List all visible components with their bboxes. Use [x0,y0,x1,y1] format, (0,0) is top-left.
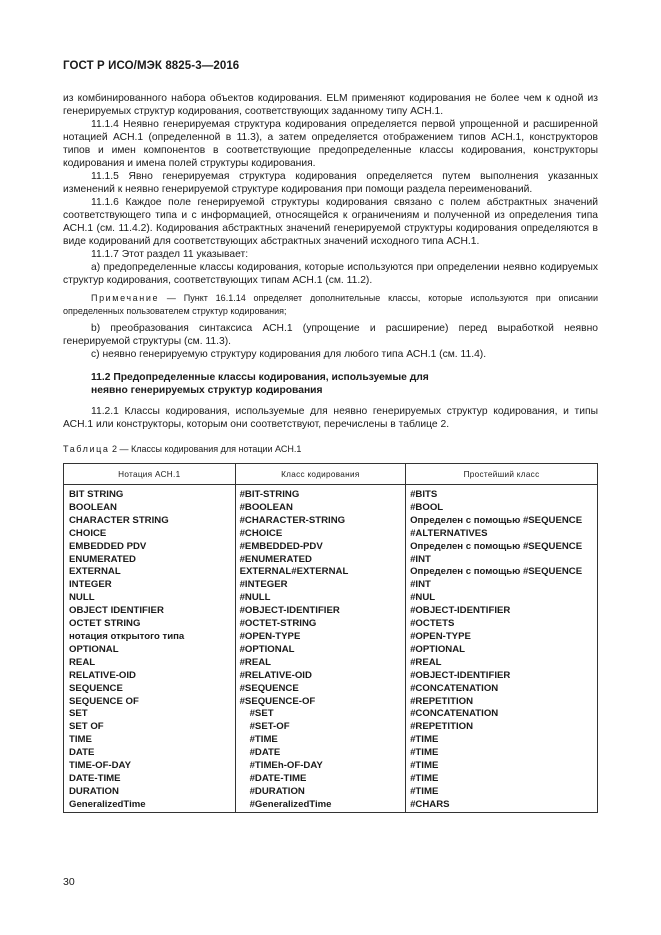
cell-text: BOOLEAN [69,501,117,513]
cell-text: SEQUENCE [69,682,123,694]
cell-text: #EMBEDDED-PDV [239,540,323,552]
cell-text: #REAL [239,656,272,668]
table-row [64,618,598,631]
encoding-class-cell [235,541,406,554]
cell-text: #CONCATENATION [410,682,499,694]
cell-text: #TIMEh-OF-DAY [249,760,323,772]
encoding-class-cell [235,631,406,644]
cell-text: #INT [410,579,431,591]
cell-text: #DATE [249,747,281,759]
table-row [64,502,598,515]
primitive-class-cell [406,592,598,605]
table-row [64,657,598,670]
table-row [64,566,598,579]
table-row [64,696,598,709]
table-row [64,747,598,760]
cell-text: SET OF [69,721,104,733]
cell-text: GeneralizedTime [69,798,146,810]
primitive-class-cell [406,773,598,786]
paragraph-11-1-4: 11.1.4 Неявно генерируемая структура кодирования определяется первой упрощенной и расширенной нотацией АСН.1 (определенной в 11.3), а затем определяется отображением типов АСН.1, конструкторов типов и имен компонентов в соответствующие предопределенные классы кодирования, конструкторы кодирования и имена полей структуры кодирования. [63,119,598,169]
cell-text: REAL [69,656,96,668]
table-row [64,773,598,786]
cell-text: #ENUMERATED [239,553,312,565]
encoding-class-cell [235,566,406,579]
cell-text: INTEGER [69,579,112,591]
encoding-class-cell [235,773,406,786]
asn1-notation-cell [64,773,236,786]
cell-text: #DATE-TIME [249,772,307,784]
asn1-notation-cell [64,485,236,502]
cell-text: SEQUENCE OF [69,695,139,707]
column-header-encoding-class: Класс кодирования [235,464,406,485]
cell-text: #INT [410,553,431,565]
asn1-notation-cell [64,747,236,760]
encoding-class-cell [235,799,406,812]
asn1-notation-cell [64,799,236,812]
cell-text: DATE [69,747,95,759]
table-row [64,541,598,554]
asn1-notation-cell [64,644,236,657]
asn1-notation-cell [64,592,236,605]
encoding-class-cell [235,485,406,502]
note [63,292,598,317]
cell-text: #CHOICE [239,527,283,539]
cell-text: RELATIVE-OID [69,669,136,681]
encoding-class-cell [235,592,406,605]
column-header-asn1-notation: Нотация АСН.1 [64,464,236,485]
cell-text: #OBJECT-IDENTIFIER [239,605,340,617]
encoding-class-cell [235,618,406,631]
encoding-class-cell [235,515,406,528]
cell-text: #OPTIONAL [239,643,295,655]
cell-text: #OBJECT-IDENTIFIER [410,669,511,681]
section-heading: 11.2 Предопределенные классы кодирования, используемые для неявно генерируемых структур кодирования [91,372,429,396]
primitive-class-cell [406,631,598,644]
table-row [64,631,598,644]
table-caption-text: 2 — Классы кодирования для нотации АСН.1 [109,444,302,454]
cell-text: #OPEN-TYPE [239,630,301,642]
cell-text: #TIME [410,747,439,759]
list-item-b: b) преобразования синтаксиса АСН.1 (упрощение и расширение) перед выработкой неявно генерируемой структуры (см. 11.3). [63,323,598,347]
table-row [64,605,598,618]
primitive-class-cell [406,696,598,709]
primitive-class-cell [406,657,598,670]
cell-text: OPTIONAL [69,643,119,655]
table-row [64,760,598,773]
table-row [64,670,598,683]
table-row [64,579,598,592]
cell-text: BIT STRING [69,489,124,500]
column-header-primitive-class: Простейший класс [406,464,598,485]
cell-text: OCTET STRING [69,618,141,630]
document-header: ГОСТ Р ИСО/МЭК 8825-3—2016 [63,60,240,72]
asn1-notation-cell [64,631,236,644]
asn1-notation-cell [64,618,236,631]
cell-text: #ALTERNATIVES [410,527,488,539]
primitive-class-cell [406,708,598,721]
cell-text: OBJECT IDENTIFIER [69,605,164,617]
primitive-class-cell [406,566,598,579]
cell-text: #CONCATENATION [410,708,499,720]
asn1-notation-cell [64,683,236,696]
cell-text: #BITS [410,489,438,500]
note-label: Примечание [91,293,160,303]
cell-text: EXTERNAL#EXTERNAL [239,566,349,578]
asn1-notation-cell [64,554,236,567]
asn1-notation-cell [64,528,236,541]
encoding-class-cell [235,721,406,734]
cell-text: #SEQUENCE-OF [239,695,316,707]
cell-text: #BOOL [410,501,444,513]
cell-text: #NUL [410,592,436,604]
cell-text: EMBEDDED PDV [69,540,147,552]
encoding-class-cell [235,747,406,760]
cell-text: #TIME [410,760,439,772]
paragraph-11-1-7: 11.1.7 Этот раздел 11 указывает: [91,249,249,260]
cell-text: Определен с помощью #SEQUENCE [410,514,583,526]
asn1-notation-cell [64,566,236,579]
cell-text: CHOICE [69,527,107,539]
asn1-notation-cell [64,760,236,773]
cell-text: нотация открытого типа [69,630,185,642]
cell-text: #SET [249,708,274,720]
note-text: — Пункт 16.1.14 определяет дополнительные классы, которые используются при описании определенных пользователем структур кодирования; [63,293,598,316]
primitive-class-cell [406,799,598,812]
cell-text: #OBJECT-IDENTIFIER [410,605,511,617]
primitive-class-cell [406,515,598,528]
asn1-notation-cell [64,657,236,670]
encoding-class-cell [235,786,406,799]
table-row [64,644,598,657]
primitive-class-cell [406,734,598,747]
cell-text: Определен с помощью #SEQUENCE [410,540,583,552]
primitive-class-cell [406,747,598,760]
cell-text: #GeneralizedTime [249,798,332,810]
cell-text: #CHARS [410,798,450,810]
primitive-class-cell [406,485,598,502]
cell-text: #SEQUENCE [239,682,299,694]
table-row [64,786,598,799]
cell-text: #CHARACTER-STRING [239,514,346,526]
table-row [64,721,598,734]
asn1-notation-cell [64,605,236,618]
cell-text: NULL [69,592,95,604]
paragraph: из комбинированного набора объектов кодирования. ELM применяют кодирования не более чем к одной из генерируемых структур кодирования, соответствующих заданному типу АСН.1. [63,93,598,117]
list-item-c: с) неявно генерируемую структуру кодирования для любого типа АСН.1 (см. 11.4). [91,349,487,360]
asn1-notation-cell [64,708,236,721]
primitive-class-cell [406,579,598,592]
paragraph-11-1-6: 11.1.6 Каждое поле генерируемой структуры кодирования связано с полем абстрактных значений соответствующего типа и с информацией, относящейся к ограничениям и полученной из определения типа АСН.1 (см. 11.4.2). Кодирования абстрактных значений генерируемой структуры кодирования определяются в виде кодирований для соответствующих абстрактных значений исходного типа АСН.1. [63,197,598,247]
cell-text: #RELATIVE-OID [239,669,312,681]
cell-text: #TIME [410,785,439,797]
cell-text: #REPETITION [410,695,473,707]
asn1-notation-cell [64,734,236,747]
encoding-class-cell [235,696,406,709]
cell-text: Определен с помощью #SEQUENCE [410,566,583,578]
table-row [64,734,598,747]
cell-text: #BOOLEAN [239,501,293,513]
encoding-class-cell [235,683,406,696]
table-row [64,554,598,567]
cell-text: ENUMERATED [69,553,136,565]
cell-text: #REPETITION [410,721,473,733]
cell-text: TIME-OF-DAY [69,760,132,772]
table-caption [63,443,598,456]
encoding-class-cell [235,554,406,567]
encoding-class-cell [235,528,406,541]
encoding-class-cell [235,708,406,721]
cell-text: #TIME [410,734,439,746]
table-caption-label: Таблица [63,444,110,454]
asn1-notation-cell [64,579,236,592]
primitive-class-cell [406,721,598,734]
cell-text: TIME [69,734,92,746]
cell-text: #OPEN-TYPE [410,630,471,642]
primitive-class-cell [406,502,598,515]
table-row [64,683,598,696]
encoding-class-cell [235,657,406,670]
table-header-row [64,464,598,485]
cell-text: #INTEGER [239,579,288,591]
asn1-notation-cell [64,696,236,709]
body-text [63,92,598,813]
table-row [64,485,598,502]
paragraph-11-1-5: 11.1.5 Явно генерируемая структура кодирования определяется путем выполнения указанных изменений к неявно генерируемой структуре кодирования при помощи раздела переименований. [63,171,598,195]
asn1-notation-cell [64,670,236,683]
primitive-class-cell [406,541,598,554]
table-row [64,708,598,721]
cell-text: DATE-TIME [69,772,121,784]
primitive-class-cell [406,670,598,683]
paragraph-11-2-1: 11.2.1 Классы кодирования, используемые для неявно генерируемых структур кодирования, и типы АСН.1 или конструкторы, которым они соответствуют, перечислены в таблице 2. [63,406,598,430]
cell-text: #DURATION [249,785,305,797]
asn1-notation-cell [64,541,236,554]
cell-text: #OPTIONAL [410,643,465,655]
cell-text: #TIME [410,772,439,784]
primitive-class-cell [406,618,598,631]
encoding-classes-table [63,463,598,813]
asn1-notation-cell [64,515,236,528]
primitive-class-cell [406,760,598,773]
encoding-class-cell [235,644,406,657]
primitive-class-cell [406,528,598,541]
cell-text: EXTERNAL [69,566,121,578]
primitive-class-cell [406,683,598,696]
primitive-class-cell [406,644,598,657]
cell-text: CHARACTER STRING [69,514,169,526]
cell-text: #BIT-STRING [239,489,300,500]
encoding-class-cell [235,760,406,773]
encoding-class-cell [235,579,406,592]
list-item-a: а) предопределенные классы кодирования, которые используются при определении неявно кодируемых структур кодирования, соответствующих типам АСН.1 (см. 11.2). [63,262,598,286]
primitive-class-cell [406,786,598,799]
encoding-class-cell [235,502,406,515]
table-row [64,528,598,541]
encoding-class-cell [235,670,406,683]
asn1-notation-cell [64,721,236,734]
cell-text: #REAL [410,656,442,668]
asn1-notation-cell [64,786,236,799]
cell-text: SET [69,708,88,720]
primitive-class-cell [406,554,598,567]
table-row [64,515,598,528]
cell-text: #TIME [249,734,278,746]
cell-text: #OCTET-STRING [239,618,317,630]
encoding-class-cell [235,734,406,747]
cell-text: #OCTETS [410,618,455,630]
encoding-class-cell [235,605,406,618]
cell-text: #SET-OF [249,721,290,733]
table-row [64,592,598,605]
page-number: 30 [63,876,75,888]
cell-text: #NULL [239,592,271,604]
table-row [64,799,598,812]
primitive-class-cell [406,605,598,618]
cell-text: DURATION [69,785,119,797]
asn1-notation-cell [64,502,236,515]
